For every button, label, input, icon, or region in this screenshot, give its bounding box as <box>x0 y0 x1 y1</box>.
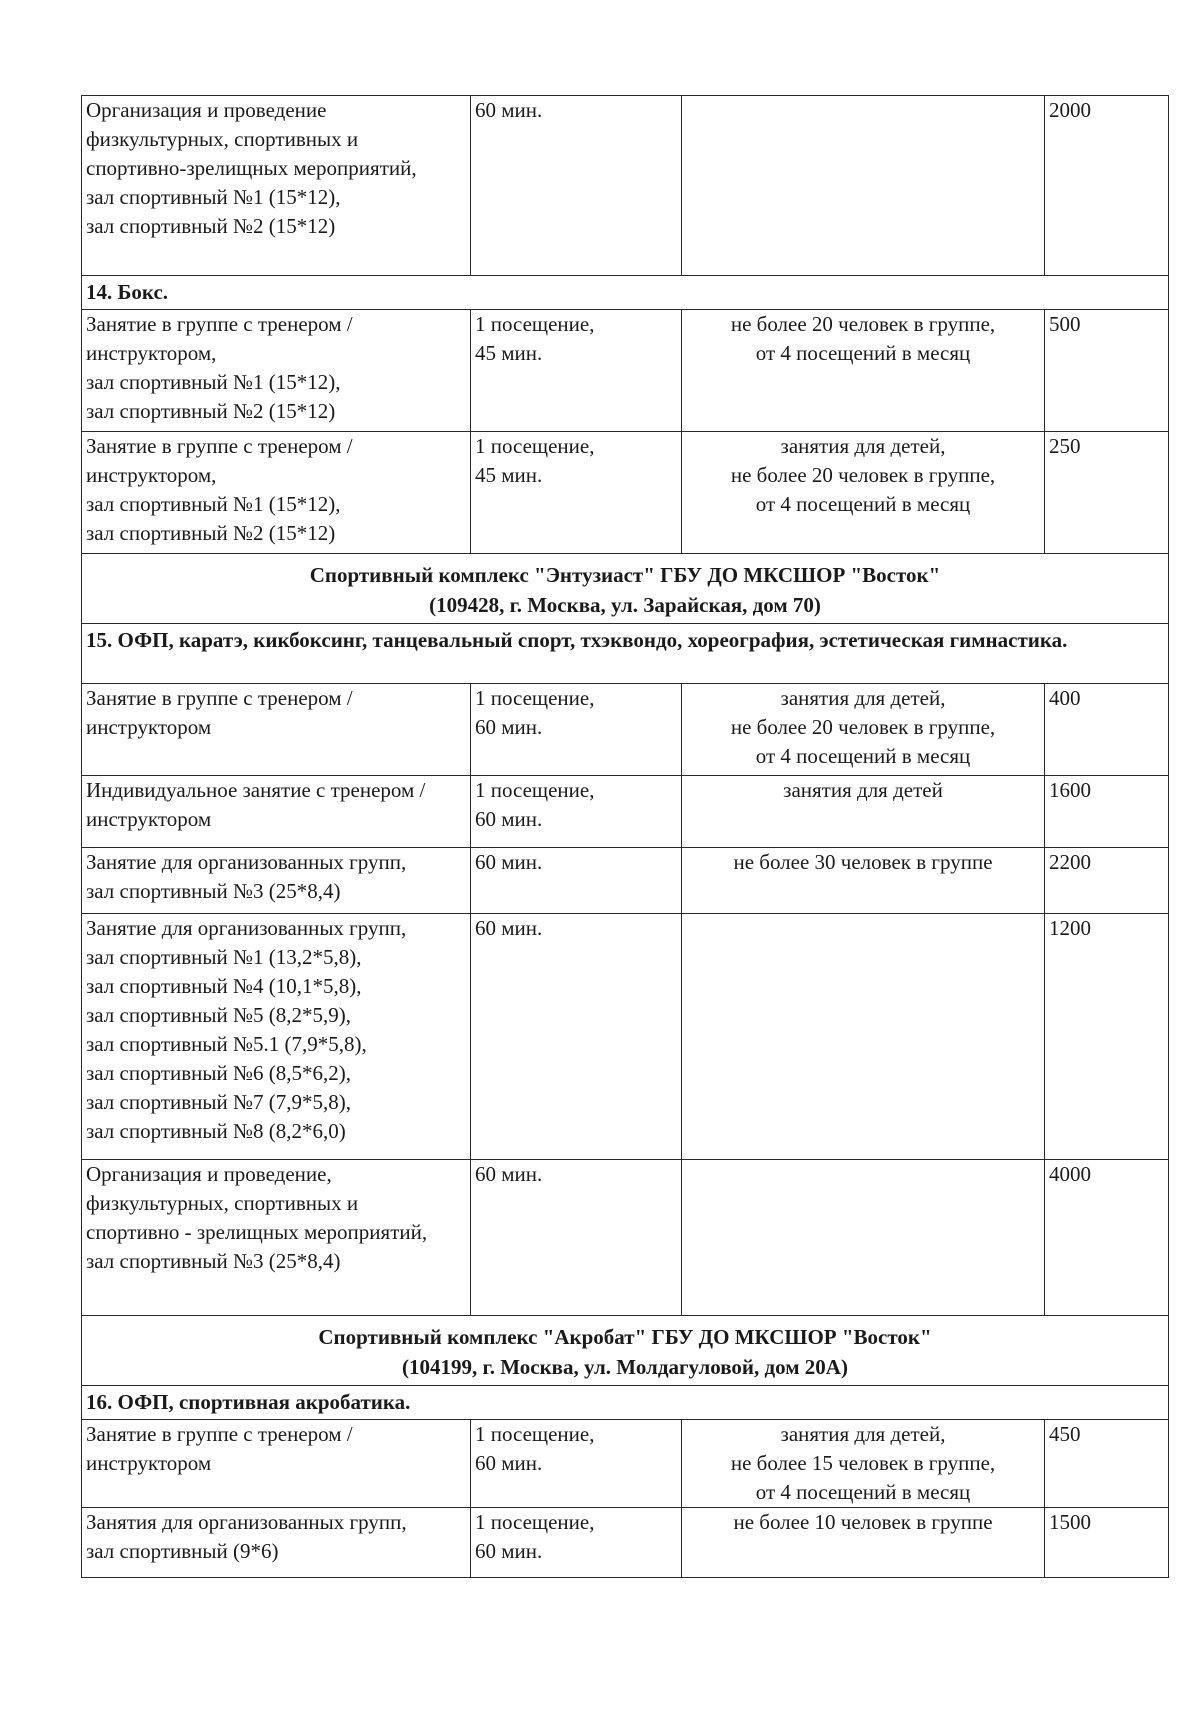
conditions-cell <box>682 432 1045 554</box>
cell-line: Занятие в группе с тренером / <box>86 434 353 458</box>
conditions-cell <box>682 310 1045 432</box>
service-name-cell <box>82 432 471 554</box>
conditions-cell <box>682 848 1045 914</box>
section-title: 15. ОФП, каратэ, кикбоксинг, танцевальный спорт, тхэквондо, хореография, эстетическая гимнастика. <box>82 624 1169 684</box>
table-row <box>82 96 1169 276</box>
cell-line: занятия для детей, <box>780 1422 946 1446</box>
cell-line: зал спортивный №5 (8,2*5,9), <box>86 1003 352 1027</box>
service-name-cell <box>82 96 471 276</box>
cell-line: зал спортивный №2 (15*12) <box>86 399 336 423</box>
service-name-cell <box>82 310 471 432</box>
cell-line: зал спортивный №1 (13,2*5,8), <box>86 945 362 969</box>
price-table <box>81 95 1169 1578</box>
cell-line: зал спортивный №2 (15*12) <box>86 214 336 238</box>
duration-cell <box>471 96 682 276</box>
cell-line: Индивидуальное занятие с тренером / <box>86 778 426 802</box>
cell-line: Занятие в группе с тренером / <box>86 1422 353 1446</box>
cell-line: зал спортивный №6 (8,5*6,2), <box>86 1061 352 1085</box>
cell-line: физкультурных, спортивных и <box>86 1191 359 1215</box>
cell-line: Занятие для организованных групп, <box>86 850 407 874</box>
cell-line: 60 мин. <box>475 715 543 739</box>
price-cell: 400 <box>1045 684 1169 776</box>
cell-line: зал спортивный №7 (7,9*5,8), <box>86 1090 352 1114</box>
cell-line: не более 20 человек в группе, <box>730 715 996 739</box>
cell-line: Организация и проведение, <box>86 1162 332 1186</box>
cell-line: Занятие в группе с тренером / <box>86 312 353 336</box>
conditions-cell <box>682 914 1045 1160</box>
cell-line: от 4 посещений в месяц <box>755 744 971 768</box>
cell-line: 1 посещение, <box>475 686 595 710</box>
cell-line: 1 посещение, <box>475 778 595 802</box>
cell-line: Спортивный комплекс "Энтузиаст" ГБУ ДО МКСШОР "Восток" <box>309 563 941 587</box>
cell-line: 1 посещение, <box>475 434 595 458</box>
cell-line: инструктором <box>86 1451 212 1475</box>
table-row <box>82 776 1169 848</box>
table-row <box>82 1508 1169 1578</box>
cell-line: инструктором <box>86 807 212 831</box>
table-row <box>82 684 1169 776</box>
conditions-cell <box>682 1420 1045 1508</box>
table-row <box>82 310 1169 432</box>
duration-cell <box>471 684 682 776</box>
cell-line: не более 30 человек в группе <box>733 850 993 874</box>
cell-line: 60 мин. <box>475 1451 543 1475</box>
cell-line: Организация и проведение <box>86 98 327 122</box>
cell-line: не более 10 человек в группе <box>733 1510 993 1534</box>
price-cell: 2000 <box>1045 96 1169 276</box>
cell-line: зал спортивный №4 (10,1*5,8), <box>86 974 362 998</box>
service-name-cell <box>82 776 471 848</box>
price-cell: 2200 <box>1045 848 1169 914</box>
cell-line: физкультурных, спортивных и <box>86 127 359 151</box>
cell-line: 60 мин. <box>475 1539 543 1563</box>
cell-line: (104199, г. Москва, ул. Молдагуловой, дом 20А) <box>402 1355 848 1379</box>
cell-line: 1 посещение, <box>475 1510 595 1534</box>
price-table-body <box>82 96 1169 1578</box>
cell-line: не более 15 человек в группе, <box>730 1451 996 1475</box>
cell-line: зал спортивный №3 (25*8,4) <box>86 1249 341 1273</box>
cell-line: (109428, г. Москва, ул. Зарайская, дом 70) <box>429 593 821 617</box>
cell-line: зал спортивный №2 (15*12) <box>86 521 336 545</box>
price-cell: 1600 <box>1045 776 1169 848</box>
cell-line: инструктором, <box>86 463 217 487</box>
cell-line: от 4 посещений в месяц <box>755 492 971 516</box>
cell-line: Занятия для организованных групп, <box>86 1510 407 1534</box>
service-name-cell <box>82 848 471 914</box>
cell-line: зал спортивный №1 (15*12), <box>86 492 341 516</box>
section-heading-row <box>82 276 1169 310</box>
cell-line: 45 мин. <box>475 463 543 487</box>
cell-line: спортивно-зрелищных мероприятий, <box>86 156 417 180</box>
price-cell: 1200 <box>1045 914 1169 1160</box>
service-name-cell <box>82 684 471 776</box>
duration-cell <box>471 776 682 848</box>
duration-cell <box>471 848 682 914</box>
price-cell: 4000 <box>1045 1160 1169 1316</box>
section-heading-row <box>82 624 1169 684</box>
service-name-cell <box>82 914 471 1160</box>
price-cell: 500 <box>1045 310 1169 432</box>
cell-line: от 4 посещений в месяц <box>755 1480 971 1504</box>
cell-line: Занятие для организованных групп, <box>86 916 407 940</box>
duration-cell <box>471 432 682 554</box>
table-row <box>82 432 1169 554</box>
cell-line: инструктором <box>86 715 212 739</box>
conditions-cell <box>682 684 1045 776</box>
cell-line: от 4 посещений в месяц <box>755 341 971 365</box>
cell-line: занятия для детей, <box>780 434 946 458</box>
price-cell: 250 <box>1045 432 1169 554</box>
complex-heading-row <box>82 554 1169 624</box>
cell-line: занятия для детей, <box>780 686 946 710</box>
cell-line: зал спортивный №8 (8,2*6,0) <box>86 1119 346 1143</box>
cell-line: занятия для детей <box>783 778 943 802</box>
duration-cell <box>471 1508 682 1578</box>
cell-line: 1 посещение, <box>475 1422 595 1446</box>
conditions-cell <box>682 96 1045 276</box>
cell-line: 60 мин. <box>475 1162 543 1186</box>
conditions-cell <box>682 1160 1045 1316</box>
service-name-cell <box>82 1160 471 1316</box>
section-heading-row <box>82 1386 1169 1420</box>
cell-line: зал спортивный (9*6) <box>86 1539 279 1563</box>
table-row <box>82 848 1169 914</box>
duration-cell <box>471 310 682 432</box>
cell-line: 45 мин. <box>475 341 543 365</box>
duration-cell <box>471 1420 682 1508</box>
service-name-cell <box>82 1508 471 1578</box>
cell-line: спортивно - зрелищных мероприятий, <box>86 1220 428 1244</box>
cell-line: Занятие в группе с тренером / <box>86 686 353 710</box>
cell-line: 1 посещение, <box>475 312 595 336</box>
cell-line: 60 мин. <box>475 807 543 831</box>
complex-title <box>82 554 1169 624</box>
table-row <box>82 914 1169 1160</box>
cell-line: Спортивный комплекс "Акробат" ГБУ ДО МКСШОР "Восток" <box>318 1325 932 1349</box>
price-table-sheet <box>81 95 1168 1578</box>
cell-line: не более 20 человек в группе, <box>730 463 996 487</box>
price-cell: 1500 <box>1045 1508 1169 1578</box>
duration-cell <box>471 914 682 1160</box>
duration-cell <box>471 1160 682 1316</box>
cell-line: 60 мин. <box>475 916 543 940</box>
service-name-cell <box>82 1420 471 1508</box>
complex-heading-row <box>82 1316 1169 1386</box>
cell-line: 60 мин. <box>475 98 543 122</box>
cell-line: зал спортивный №3 (25*8,4) <box>86 879 341 903</box>
table-row <box>82 1160 1169 1316</box>
complex-title <box>82 1316 1169 1386</box>
cell-line: зал спортивный №1 (15*12), <box>86 185 341 209</box>
cell-line: зал спортивный №5.1 (7,9*5,8), <box>86 1032 367 1056</box>
price-cell: 450 <box>1045 1420 1169 1508</box>
section-title: 16. ОФП, спортивная акробатика. <box>82 1386 1169 1420</box>
table-row <box>82 1420 1169 1508</box>
conditions-cell <box>682 1508 1045 1578</box>
cell-line: 60 мин. <box>475 850 543 874</box>
cell-line: зал спортивный №1 (15*12), <box>86 370 341 394</box>
section-title: 14. Бокс. <box>82 276 1169 310</box>
cell-line: не более 20 человек в группе, <box>730 312 996 336</box>
conditions-cell <box>682 776 1045 848</box>
cell-line: инструктором, <box>86 341 217 365</box>
